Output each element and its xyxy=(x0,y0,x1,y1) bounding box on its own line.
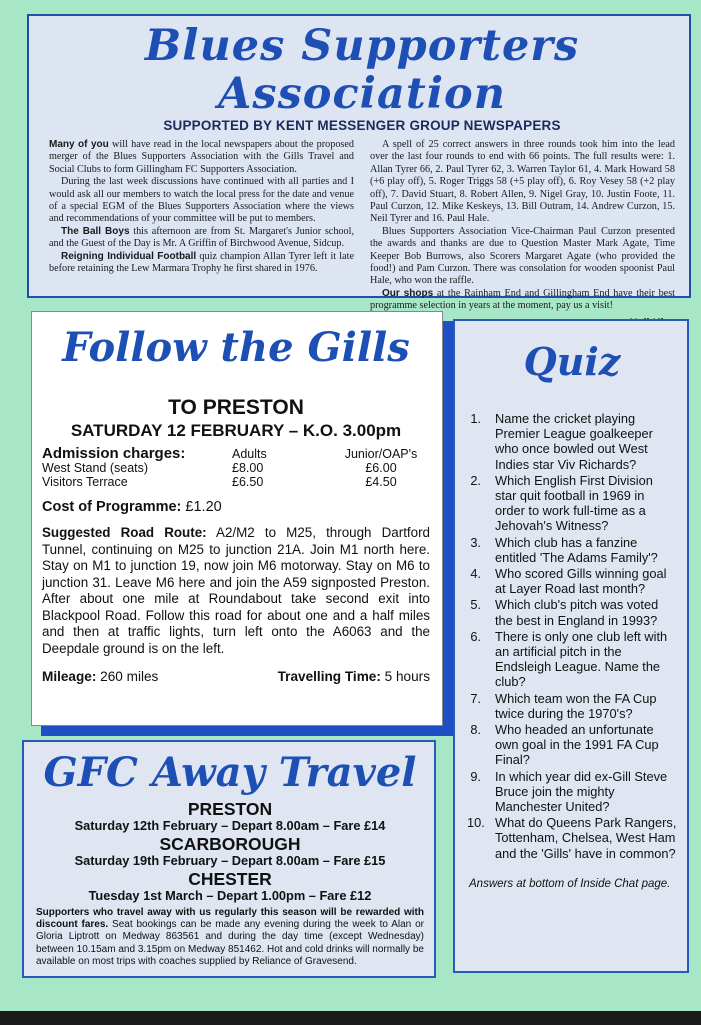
col-junior: Junior/OAP's xyxy=(344,447,418,461)
question-text: Name the cricket playing Premier League goalkeeper who once bowled out West Indies star Viv Richards? xyxy=(495,411,653,472)
road-route xyxy=(42,525,430,657)
question-text: Which club's pitch was voted the best in England in 1993? xyxy=(495,597,659,628)
question-number: 1. xyxy=(470,411,481,426)
quiz-panel xyxy=(453,319,689,973)
bsa-paragraph xyxy=(49,226,354,251)
bsa-paragraph: A spell of 25 correct answers in three rounds took him into the lead over the last four rounds to end with 66 points. The full results were: 1. Allan Tyrer 66, 2. Paul Tyrer 62, 3. Warren Taylor 61, 4. Mark Howard 58 (+6 play off), 5. Roger Triggs 58 (+5 play off), 6. Roy Vesey 58 (+2 play off), 7. David Stuart, 8. Robert Allen, 9. Nigel Gray, 10. Justin Foote, 11. Paul Curzon, 12. Mike Keskeys, 13. Bill Outram, 14. Andrew Curzon, 15. Neil Tyrer and 16. Paul Hale. xyxy=(370,139,675,225)
page-bottom-strip xyxy=(0,1011,701,1025)
programme-value: £1.20 xyxy=(181,499,222,515)
row-adult: £8.00 xyxy=(232,461,264,475)
bsa-text: quiz champion Allan Tyrer left it late before retaining the Lew Marmara Trophy he first shared in 1976. xyxy=(49,250,354,275)
question-number: 2. xyxy=(470,472,481,488)
bsa-paragraph: Blues Supporters Association Vice-Chairman Paul Curzon presented the awards and thanks are due to Question Master Mark Agate, Time Keeper Bob Burrows, also Scorers Margaret Agate (who provided the food!) and Pam Curzon. There was consolation for wooden spoonist Paul Hale, who won the raffle. xyxy=(370,225,675,287)
question-text: Which team won the FA Cup twice during the 1970's? xyxy=(495,690,657,721)
travel-body-text: Seat bookings can be made any evening during the week to Alan or Gloria Liptrott on Medway 863561 and during the day time (except Wednesday) between 10.15am and 3.15pm on Medway 851462. Hot and cold drinks will normally be available on most trips with coaches supplied by Reliance of Gravesend. xyxy=(36,919,424,967)
quiz-question xyxy=(467,722,677,768)
follow-date: SATURDAY 12 FEBRUARY – K.O. 3.00pm xyxy=(70,421,402,440)
bsa-title: Blues Supporters Association xyxy=(144,21,580,119)
mileage xyxy=(42,669,158,684)
quiz-question xyxy=(467,566,677,596)
trip-destination: CHESTER xyxy=(188,869,272,889)
admission-label: Admission charges: xyxy=(42,445,186,462)
bsa-column-right xyxy=(370,139,675,329)
admission-table xyxy=(42,447,430,489)
bsa-text: this afternoon are from St. Margaret's Junior school, and the Guest of the Day is Mr. A Griffin of Birchwood Avenue, Sidcup. xyxy=(49,225,354,250)
bsa-paragraph xyxy=(370,288,675,313)
question-number: 4. xyxy=(470,566,481,582)
follow-the-gills-panel xyxy=(31,311,443,726)
mileage-label: Mileage: xyxy=(42,669,97,684)
admission-row xyxy=(42,475,430,489)
question-text: Who headed an unfortunate own goal in the 1991 FA Cup Final? xyxy=(495,722,659,768)
quiz-question xyxy=(467,815,677,861)
programme-label: Cost of Programme: xyxy=(42,499,182,515)
mileage-value: 260 miles xyxy=(96,669,159,684)
follow-destination: TO PRESTON xyxy=(168,396,304,419)
col-adults: Adults xyxy=(232,447,267,461)
row-name: West Stand (seats) xyxy=(42,461,149,475)
question-text: What do Queens Park Rangers, Tottenham, Chelsea, West Ham and the 'Gills' have in common? xyxy=(495,815,677,861)
question-number: 10. xyxy=(467,815,485,831)
quiz-question xyxy=(467,629,677,690)
row-junior: £4.50 xyxy=(365,475,397,489)
bsa-lead: Reigning Individual Football xyxy=(61,250,197,262)
quiz-question xyxy=(467,535,677,565)
bsa-article xyxy=(49,139,675,329)
bsa-paragraph xyxy=(49,139,354,176)
trip xyxy=(36,870,424,903)
question-text: Which English First Division star quit football in 1969 in order to work full-time as a Jehovah's Witness? xyxy=(495,472,653,534)
trip-info: Saturday 12th February – Depart 8.00am – Fare £14 xyxy=(74,818,386,833)
row-adult: £6.50 xyxy=(232,475,264,489)
route-label: Suggested Road Route: xyxy=(42,525,207,540)
question-number: 9. xyxy=(470,768,481,784)
travel-title: GFC Away Travel xyxy=(43,749,417,796)
quiz-question xyxy=(467,691,677,721)
question-text: Which club has a fanzine entitled 'The Adams Family'? xyxy=(495,534,658,565)
quiz-title: Quiz xyxy=(523,339,621,384)
bsa-text: will have read in the local newspapers about the proposed merger of the Blues Supporters Association with the Gills Travel and Social Clubs to form Gillingham FC Supporters Association. xyxy=(49,139,354,175)
question-text: In which year did ex-Gill Steve Bruce join the mighty Manchester United? xyxy=(495,768,668,815)
admission-header-row xyxy=(42,447,430,461)
quiz-answers-note: Answers at bottom of Inside Chat page. xyxy=(469,877,671,890)
route-text: A2/M2 to M25, through Dartford Tunnel, continuing on M25 to junction 21A. Join M1 north here. Stay on M1 to junction 19, now join M6 motorway. Stay on M6 to junction 31. Leave M6 here and join the A59 signposted Preston. After about one mile at Roundabout take second exit into Blackpool Road. Follow this road for about one and a half miles and then at traffic lights, turn left onto the A6063 and the Deepdale ground is on the left. xyxy=(42,525,430,656)
row-junior: £6.00 xyxy=(365,461,397,475)
bsa-lead: Our shops xyxy=(382,287,434,299)
question-number: 7. xyxy=(470,690,481,706)
question-number: 8. xyxy=(470,722,481,738)
trip-destination: SCARBOROUGH xyxy=(159,834,301,854)
row-name: Visitors Terrace xyxy=(42,475,128,489)
time-label: Travelling Time: xyxy=(277,669,381,684)
programme-cost xyxy=(42,499,430,515)
trip-destination: PRESTON xyxy=(187,799,273,819)
away-travel-panel xyxy=(22,740,436,978)
quiz-question xyxy=(467,769,677,815)
quiz-list xyxy=(467,411,677,861)
trip xyxy=(36,800,424,833)
quiz-question xyxy=(467,411,677,472)
travel-body xyxy=(36,907,424,968)
bsa-text: at the Rainham End and Gillingham End have their best programme selection in years at the moment, pay us a visit! xyxy=(370,287,675,312)
bsa-paragraph: During the last week discussions have continued with all parties and I would ask all our members to watch the local press for the date and venue of a special EGM of the Blues Supporters Association where the views and recommendations of your committee will be put to members. xyxy=(49,176,354,225)
question-number: 5. xyxy=(470,597,481,613)
question-text: Who scored Gills winning goal at Layer Road last month? xyxy=(495,566,667,597)
follow-footer xyxy=(42,669,430,684)
trip-info: Tuesday 1st March – Depart 1.00pm – Fare £12 xyxy=(88,888,372,903)
trip xyxy=(36,835,424,868)
bsa-column-left xyxy=(49,139,354,329)
quiz-question xyxy=(467,473,677,534)
bsa-subtitle: SUPPORTED BY KENT MESSENGER GROUP NEWSPAPERS xyxy=(163,118,561,133)
question-number: 3. xyxy=(470,534,481,550)
follow-title: Follow the Gills xyxy=(62,324,410,371)
bsa-lead: Many of you xyxy=(49,139,109,150)
question-text: There is only one club left with an artificial pitch in the Endsleigh League. Name the club? xyxy=(495,628,668,690)
trip-info: Saturday 19th February – Depart 8.00am – Fare £15 xyxy=(74,853,386,868)
travel-body-lead: Supporters who travel away with us regularly this season will be rewarded with discount fares. xyxy=(36,907,424,931)
time-value: 5 hours xyxy=(380,669,430,684)
travelling-time xyxy=(278,669,430,684)
question-number: 6. xyxy=(470,628,481,644)
admission-row xyxy=(42,461,430,475)
bsa-panel xyxy=(27,14,691,312)
quiz-question xyxy=(467,597,677,627)
bsa-lead: The Ball Boys xyxy=(61,225,130,237)
follow-the-gills-content xyxy=(31,311,443,726)
bsa-paragraph xyxy=(49,251,354,276)
